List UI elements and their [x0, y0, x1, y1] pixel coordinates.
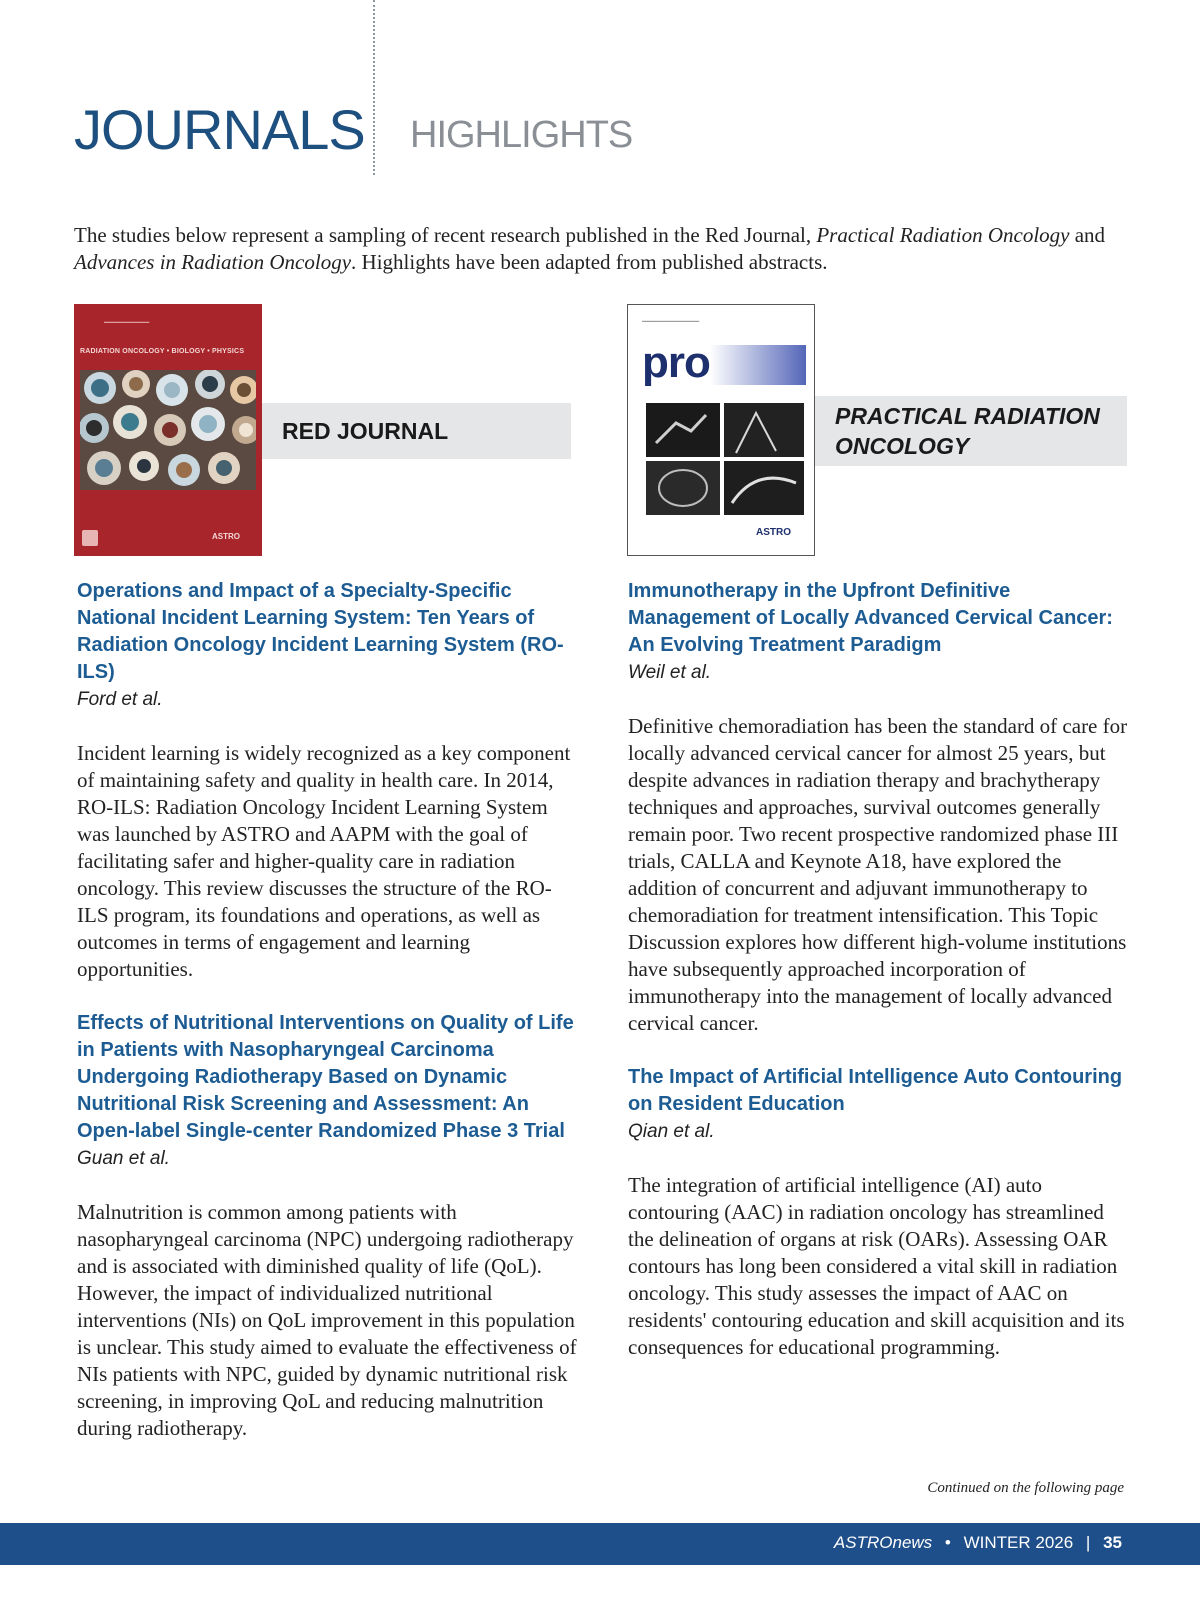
- article-abstract: Malnutrition is common among patients with nasopharyngeal carcinoma (NPC) undergoing radiotherapy and is associated with diminished quality of life (QoL). However, the impact of individualized nutritional interventions (NIs) on QoL improvement in this population is unclear. This study aimed to evaluate the effectiveness of NIs patients with NPC, guided by dynamic nutritional risk screening, in improving QoL and reducing malnutrition during radiotherapy.: [77, 1200, 577, 1440]
- red-journal-masthead: RADIATION ONCOLOGY • BIOLOGY • PHYSICS: [80, 348, 245, 355]
- article-title[interactable]: Effects of Nutritional Interventions on Quality of Life in Patients with Nasopharyngeal Carcinoma Undergoing Radiotherapy Based on Dynamic Nutritional Risk Screening and Assessment: An Open-label Single-center Randomized Phase 3 Trial: [77, 1012, 574, 1142]
- page-number: 35: [1103, 1533, 1122, 1552]
- footer-text: [834, 1533, 1122, 1553]
- section-subtitle: HIGHLIGHTS: [410, 114, 633, 156]
- red-journal-cover: [74, 304, 262, 556]
- section-title: JOURNALS: [74, 98, 365, 161]
- pro-journal-label-text: PRACTICAL RADIATION ONCOLOGY: [835, 403, 1100, 459]
- red-journal-cover-photo: [80, 370, 256, 490]
- article-abstract: The integration of artificial intelligence (AI) auto contouring (AAC) in radiation oncology has streamlined the delineation of organs at risk (OARs). Assessing OAR contours has long been considered a vital skill in radiation oncology. This study assesses the impact of AAC on residents' contouring education and skill acquisition and its consequences for educational programming.: [628, 1173, 1125, 1359]
- footer-brand: ASTROnews: [833, 1533, 933, 1552]
- footer-bar: [0, 1523, 1200, 1565]
- footer-issue: WINTER 2026: [963, 1533, 1074, 1552]
- red-journal-publisher: ASTRO: [212, 532, 240, 541]
- intro-journal-pro: Practical Radiation Oncology: [816, 223, 1070, 247]
- article: [628, 1064, 1133, 1361]
- footer-divider: |: [1085, 1533, 1091, 1552]
- cover-volume-info: ━━━━━━━━━━━━━━━: [104, 320, 150, 326]
- pro-masthead: pro: [642, 338, 710, 387]
- pro-cover-images: [646, 403, 804, 515]
- intro-text-3: . Highlights have been adapted from published abstracts.: [351, 250, 828, 274]
- intro-journal-advances: Advances in Radiation Oncology: [74, 250, 352, 274]
- pro-cover-volume-info: ━━━━━━━━━━━━━━━━━━━: [642, 319, 700, 325]
- intro-text-1: The studies below represent a sampling of recent research published in the Red Journal,: [74, 223, 817, 247]
- article-title[interactable]: Operations and Impact of a Specialty-Specific National Incident Learning System: Ten Years of Radiation Oncology Incident Learning System (RO-ILS): [77, 580, 564, 683]
- article-title[interactable]: Immunotherapy in the Upfront Definitive Management of Locally Advanced Cervical Cancer: An Evolving Treatment Paradigm: [628, 580, 1113, 656]
- article-title[interactable]: The Impact of Artificial Intelligence Auto Contouring on Resident Education: [628, 1066, 1123, 1115]
- header-divider: [373, 0, 375, 175]
- red-journal-label-text: RED JOURNAL: [282, 418, 449, 444]
- pro-publisher: ASTRO: [756, 527, 791, 538]
- article-author: Qian et al.: [628, 1121, 715, 1142]
- article: [77, 578, 577, 983]
- article-abstract: Definitive chemoradiation has been the standard of care for locally advanced cervical cancer for almost 25 years, but despite advances in radiation therapy and brachytherapy techniques and approaches, survival outcomes generally remain poor. Two recent prospective randomized phase III trials, CALLA and Keynote A18, have explored the addition of concurrent and adjuvant immunotherapy to chemoradiation for treatment intensification. This Topic Discussion explores how different high-volume institutions have subsequently approached incorporation of immunotherapy into the management of locally advanced cervical cancer.: [628, 714, 1128, 1035]
- article-abstract: Incident learning is widely recognized as a key component of maintaining safety and quality in health care. In 2014, RO-ILS: Radiation Oncology Incident Learning System was launched by ASTRO and AAPM with the goal of facilitating safer and higher-quality care in radiation oncology. This review discusses the structure of the RO-ILS program, its foundations and operations, as well as outcomes in terms of engagement and learning opportunities.: [77, 741, 571, 981]
- left-column: [77, 578, 577, 1469]
- article: [628, 578, 1133, 1037]
- red-journal-label: [262, 403, 571, 459]
- intro-text-2: and: [1069, 223, 1106, 247]
- pro-journal-cover: [627, 304, 815, 556]
- elsevier-logo-icon: [82, 530, 98, 546]
- pro-cover-gradient: [710, 345, 806, 385]
- intro-paragraph: [74, 222, 1134, 276]
- right-column: [628, 578, 1133, 1388]
- footer-bullet: •: [944, 1533, 951, 1552]
- article: [77, 1010, 577, 1442]
- continued-note: Continued on the following page: [927, 1480, 1124, 1496]
- article-author: Ford et al.: [77, 689, 163, 710]
- article-author: Weil et al.: [628, 662, 712, 683]
- article-author: Guan et al.: [77, 1148, 170, 1169]
- pro-journal-label: [815, 396, 1127, 466]
